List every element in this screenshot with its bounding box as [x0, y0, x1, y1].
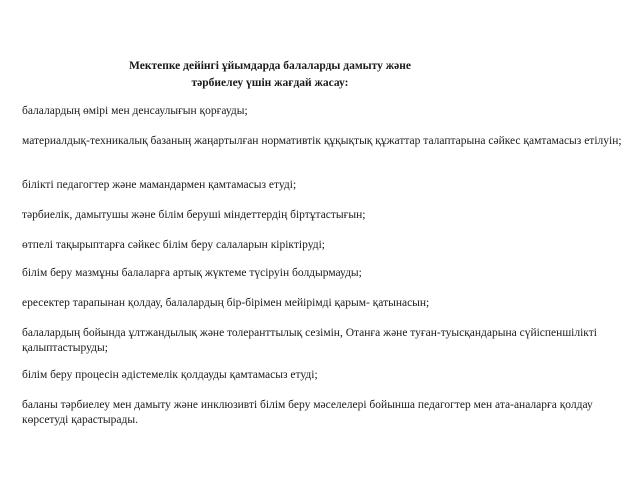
list-item-adult-support: ересектер тарапынан қолдау, балалардың бір-бірімен мейірімді қарым- қатынасын;	[22, 297, 430, 309]
list-item-patriotism: балалардың бойында ұлтжандылық және толеранттылық сезімін, Отанға және туған-туысқандарына сүйіспеншілікті қалыптастыруды;	[22, 327, 597, 354]
list-item-no-overload: білім беру мазмұны балаларға артық жүктеме түсіруін болдырмауды;	[22, 267, 362, 279]
list-item-methodical-support: білім беру процесін әдістемелік қолдауды қамтамасыз етуді;	[22, 369, 318, 381]
title-line-2: тәрбиелеу үшін жағдай жасау:	[191, 77, 349, 89]
list-item-inclusive-education: баланы тәрбиелеу мен дамыту және инклюзивті білім беру мәселелері бойынша педагогтер мен ата-аналарға қолдау көрсетуді қарастырады.	[22, 399, 593, 426]
list-item-material-base: материалдық-техникалық базаның жаңартылған нормативтік құқықтық құжаттар талаптарына сәйкес қамтамасыз етілуін;	[22, 135, 622, 147]
title-line-1: Мектепке дейінгі ұйымдарда балаларды дамыту және	[129, 60, 411, 72]
document-title	[0, 58, 540, 92]
list-item-qualified-teachers: білікті педагогтер және мамандармен қамтамасыз етуді;	[22, 179, 297, 191]
list-item-educational-tasks: тәрбиелік, дамытушы және білім беруші міндеттердің біртұтастығын;	[22, 209, 366, 221]
list-item-integration: өтпелі тақырыптарға сәйкес білім беру салаларын кіріктіруді;	[22, 239, 325, 251]
list-item-life-health: балалардың өмірі мен денсаулығын қорғауды;	[22, 105, 248, 117]
